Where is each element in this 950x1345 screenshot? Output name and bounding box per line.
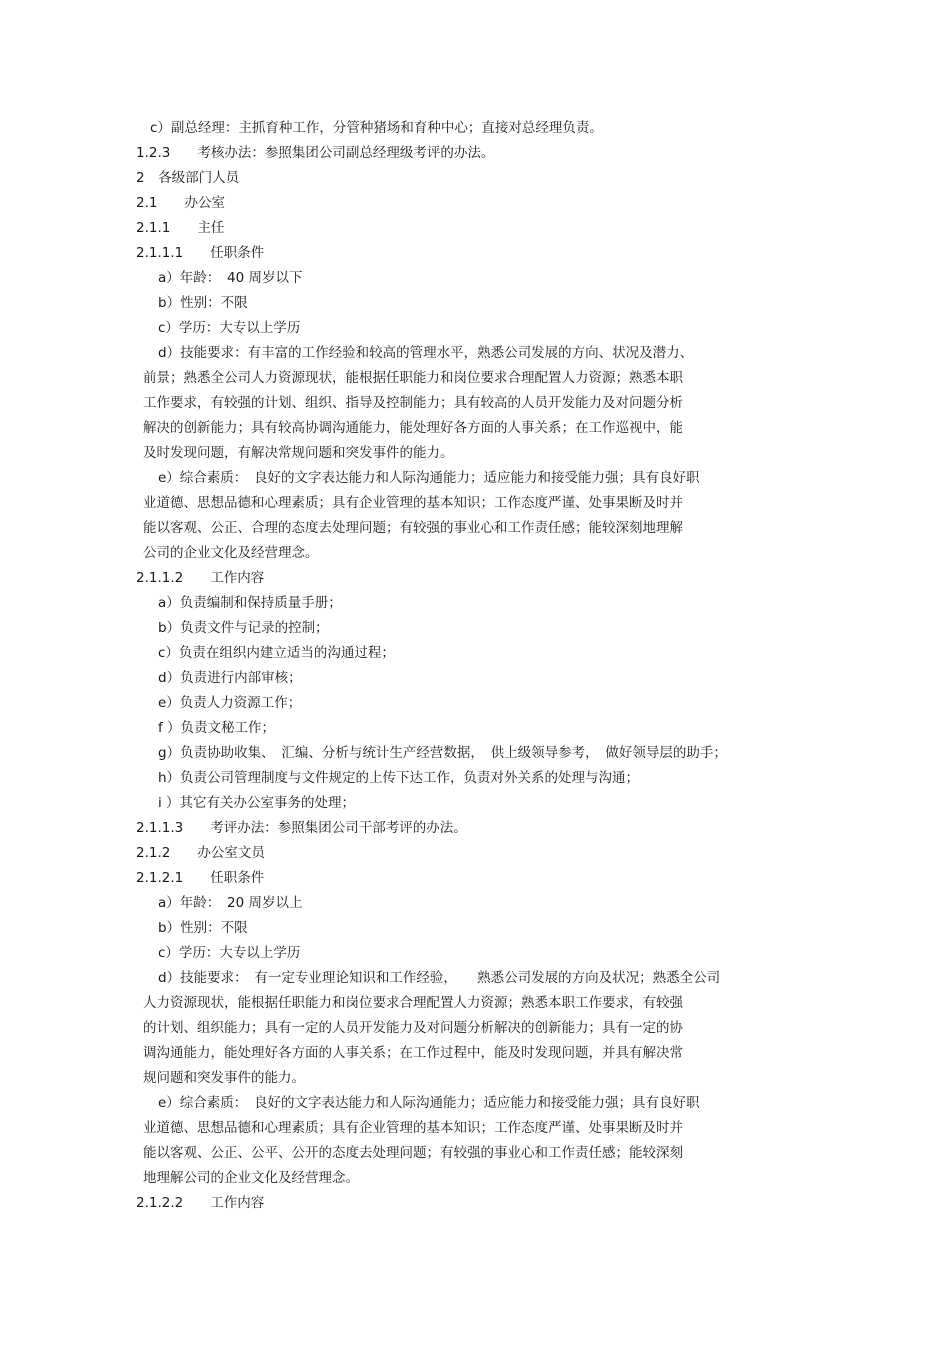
paragraph-line: 的计划、组织能力；具有一定的人员开发能力及对问题分析解决的创新能力；具有一定的协: [143, 1020, 683, 1036]
paragraph-line: 能以客观、公正、公平、公开的态度去处理问题；有较强的事业心和工作责任感；能较深刻: [143, 1145, 683, 1161]
section-2-1-heading: 2.1 办公室: [136, 195, 225, 211]
list-item: c）负责在组织内建立适当的沟通过程；: [158, 645, 395, 661]
list-item: b）负责文件与记录的控制；: [158, 620, 329, 636]
list-item-age: a）年龄： 20 周岁以上: [158, 895, 303, 911]
paragraph-line: 规问题和突发事件的能力。: [143, 1070, 305, 1086]
section-2-1-2-heading: 2.1.2 办公室文员: [136, 845, 265, 861]
paragraph-line: 前景；熟悉全公司人力资源现状，能根据任职能力和岗位要求合理配置人力资源；熟悉本职: [143, 370, 683, 386]
list-item: a）负责编制和保持质量手册；: [158, 595, 342, 611]
list-item: h）负责公司管理制度与文件规定的上传下达工作，负责对外关系的处理与沟通；: [158, 770, 640, 786]
list-item-education: c）学历：大专以上学历: [158, 320, 301, 336]
list-item: e）负责人力资源工作；: [158, 695, 302, 711]
paragraph-line: 及时发现问题，有解决常规问题和突发事件的能力。: [143, 445, 454, 461]
section-1-2-3-heading: 1.2.3 考核办法：参照集团公司副总经理级考评的办法。: [136, 145, 495, 161]
section-2-1-1-3-heading: 2.1.1.3 考评办法：参照集团公司干部考评的办法。: [136, 820, 467, 836]
paragraph-line: 工作要求，有较强的计划、组织、指导及控制能力；具有较高的人员开发能力及对问题分析: [143, 395, 683, 411]
paragraph-line: 人力资源现状，能根据任职能力和岗位要求合理配置人力资源；熟悉本职工作要求，有较强: [143, 995, 683, 1011]
list-item: i ）其它有关办公室事务的处理；: [158, 795, 356, 811]
paragraph-line: 业道德、思想品德和心理素质；具有企业管理的基本知识；工作态度严谨、处事果断及时并: [143, 495, 683, 511]
paragraph-line: d）技能要求： 有一定专业理论知识和工作经验， 熟悉公司发展的方向及状况；熟悉全公司: [158, 970, 721, 986]
list-item-gender: b）性别：不限: [158, 295, 248, 311]
section-2-1-2-2-heading: 2.1.2.2 工作内容: [136, 1195, 265, 1211]
list-item: f ）负责文秘工作；: [158, 720, 276, 736]
list-item-age: a）年龄： 40 周岁以下: [158, 270, 303, 286]
paragraph-line: 业道德、思想品德和心理素质；具有企业管理的基本知识；工作态度严谨、处事果断及时并: [143, 1120, 683, 1136]
section-2-1-1-1-heading: 2.1.1.1 任职条件: [136, 245, 265, 261]
paragraph-line: 地理解公司的企业文化及经营理念。: [143, 1170, 359, 1186]
paragraph-line: d）技能要求：有丰富的工作经验和较高的管理水平，熟悉公司发展的方向、状况及潜力、: [158, 345, 694, 361]
deputy-gm-duty-line: c）副总经理：主抓育种工作，分管种猪场和育种中心；直接对总经理负责。: [150, 120, 603, 136]
section-2-1-1-2-heading: 2.1.1.2 工作内容: [136, 570, 265, 586]
paragraph-line: 解决的创新能力；具有较高协调沟通能力，能处理好各方面的人事关系；在工作巡视中，能: [143, 420, 683, 436]
paragraph-line: e）综合素质： 良好的文字表达能力和人际沟通能力；适应能力和接受能力强；具有良好职: [158, 470, 700, 486]
paragraph-line: 公司的企业文化及经营理念。: [143, 545, 319, 561]
paragraph-line: 能以客观、公正、合理的态度去处理问题；有较强的事业心和工作责任感；能较深刻地理解: [143, 520, 683, 536]
section-2-1-1-heading: 2.1.1 主任: [136, 220, 225, 236]
section-2-heading: 2 各级部门人员: [136, 170, 240, 186]
list-item-education: c）学历：大专以上学历: [158, 945, 301, 961]
list-item: g）负责协助收集、 汇编、分析与统计生产经营数据， 供上级领导参考， 做好领导层的助手；: [158, 745, 727, 761]
paragraph-line: e）综合素质： 良好的文字表达能力和人际沟通能力；适应能力和接受能力强；具有良好职: [158, 1095, 700, 1111]
list-item-gender: b）性别：不限: [158, 920, 248, 936]
section-2-1-2-1-heading: 2.1.2.1 任职条件: [136, 870, 265, 886]
list-item: d）负责进行内部审核；: [158, 670, 302, 686]
paragraph-line: 调沟通能力，能处理好各方面的人事关系；在工作过程中，能及时发现问题，并具有解决常: [143, 1045, 683, 1061]
